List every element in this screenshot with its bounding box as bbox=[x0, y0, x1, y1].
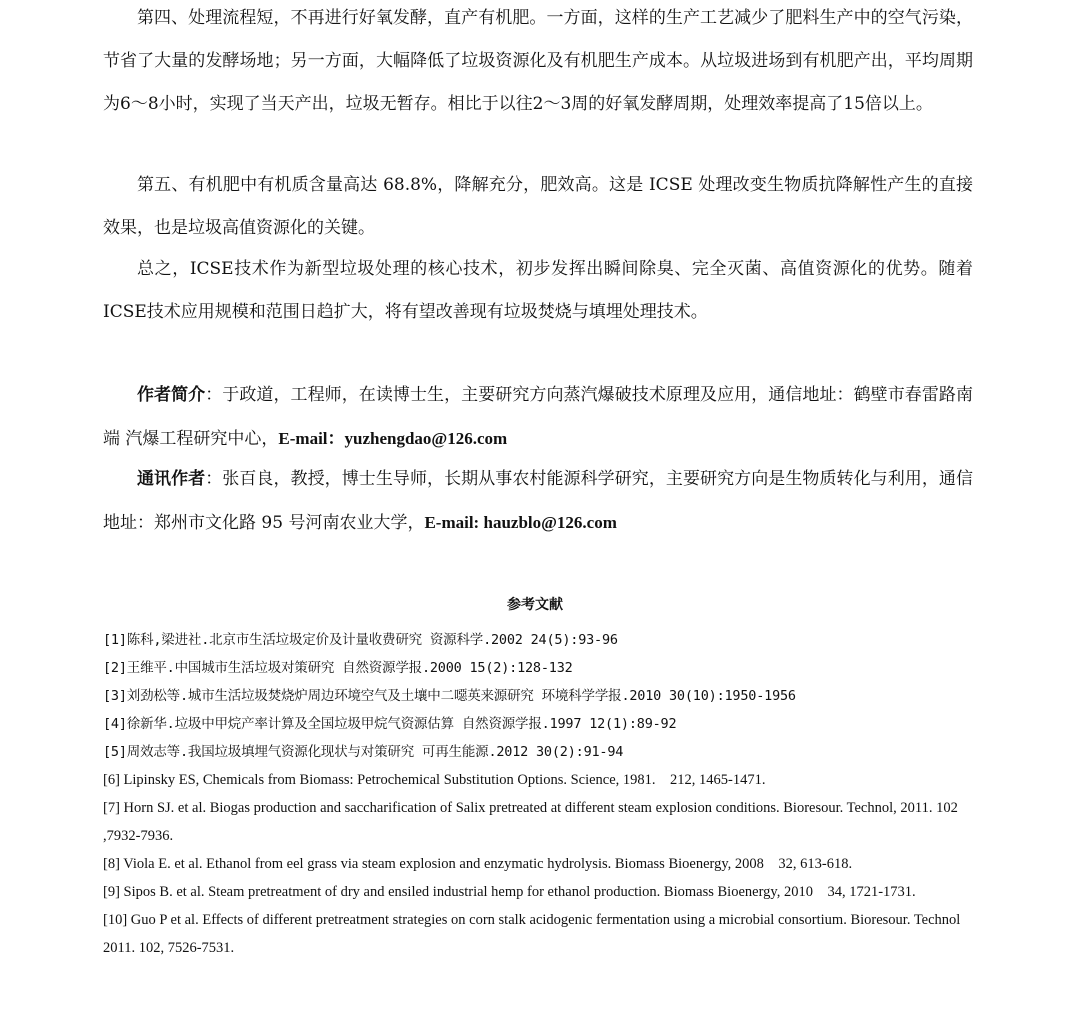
reference-item: [9] Sipos B. et al. Steam pretreatment of dry and ensiled industrial hemp for ethanol production. Biomass Bioenergy, 2010 34, 1721-1731. bbox=[103, 884, 916, 900]
reference-item: [6] Lipinsky ES, Chemicals from Biomass: Petrochemical Substitution Options. Science, 1981. 212, 1465-1471. bbox=[103, 772, 766, 788]
references-title: 参考文献 bbox=[507, 597, 563, 613]
reference-item: [2]王维平.中国城市生活垃圾对策研究 自然资源学报.2000 15(2):128-132 bbox=[103, 660, 573, 676]
corresponding-email-label: E-mail: bbox=[424, 513, 484, 532]
reference-item: [3]刘劲松等.城市生活垃圾焚烧炉周边环境空气及土壤中二噁英来源研究 环境科学学报.2010 30(10):1950-1956 bbox=[103, 688, 796, 704]
corresponding-author-lead: 通讯作者 bbox=[137, 469, 206, 489]
body-paragraph-conclusion: 总之，ICSE技术作为新型垃圾处理的核心技术，初步发挥出瞬间除臭、完全灭菌、高值资源化的优势。随着ICSE技术应用规模和范围日趋扩大，将有望改善现有垃圾焚烧与填埋处理技术。 bbox=[103, 259, 973, 322]
author-bio-text: ：于政道，工程师，在读博士生，主要研究方向蒸汽爆破技术原理及应用，通信地址：鹤壁市春雷路南端 汽爆工程研究中心， bbox=[103, 385, 973, 449]
reference-item: [10] Guo P et al. Effects of different pretreatment strategies on corn stalk acidogenic fermentation using a microbial consortium. Bioresour. Technol 2011. 102, 7526-7531. bbox=[103, 912, 961, 956]
reference-item: [8] Viola E. et al. Ethanol from eel grass via steam explosion and enzymatic hydrolysis. Biomass Bioenergy, 2008 32, 613-618. bbox=[103, 856, 853, 872]
author-bio-lead: 作者简介 bbox=[137, 385, 206, 405]
reference-item: [4]徐新华.垃圾中甲烷产率计算及全国垃圾甲烷气资源估算 自然资源学报.1997 12(1):89-92 bbox=[103, 716, 677, 732]
author-email-label: E-mail： bbox=[278, 429, 345, 448]
reference-item: [1]陈科,梁进社.北京市生活垃圾定价及计量收费研究 资源科学.2002 24(5):93-96 bbox=[103, 632, 618, 648]
reference-item: [7] Horn SJ. et al. Biogas production and saccharification of Salix pretreated at different steam explosion conditions. Bioresour. Technol, 2011. 102 ,7932-7936. bbox=[103, 800, 958, 844]
corresponding-author-text: ：张百良，教授，博士生导师，长期从事农村能源科学研究，主要研究方向是生物质转化与利用，通信地址：郑州市文化路 95 号河南农业大学， bbox=[103, 469, 973, 533]
corresponding-email: hauzblo@126.com bbox=[483, 513, 617, 532]
body-paragraph-fourth: 第四、处理流程短，不再进行好氧发酵，直产有机肥。一方面，这样的生产工艺减少了肥料生产中的空气污染，节省了大量的发酵场地；另一方面，大幅降低了垃圾资源化及有机肥生产成本。从垃圾进场到有机肥产出，平均周期为6～8小时，实现了当天产出，垃圾无暂存。相比于以往2～3周的好氧发酵周期，处理效率提高了15倍以上。 bbox=[103, 8, 973, 114]
references-list bbox=[103, 626, 971, 962]
body-paragraph-fifth: 第五、有机肥中有机质含量高达 68.8%，降解充分，肥效高。这是 ICSE 处理改变生物质抗降解性产生的直接效果，也是垃圾高值资源化的关键。 bbox=[103, 175, 973, 238]
corresponding-author bbox=[103, 458, 973, 545]
author-email: yuzhengdao@126.com bbox=[344, 429, 508, 448]
author-bio bbox=[103, 374, 973, 461]
reference-item: [5]周效志等.我国垃圾填埋气资源化现状与对策研究 可再生能源.2012 30(2):91-94 bbox=[103, 744, 624, 760]
